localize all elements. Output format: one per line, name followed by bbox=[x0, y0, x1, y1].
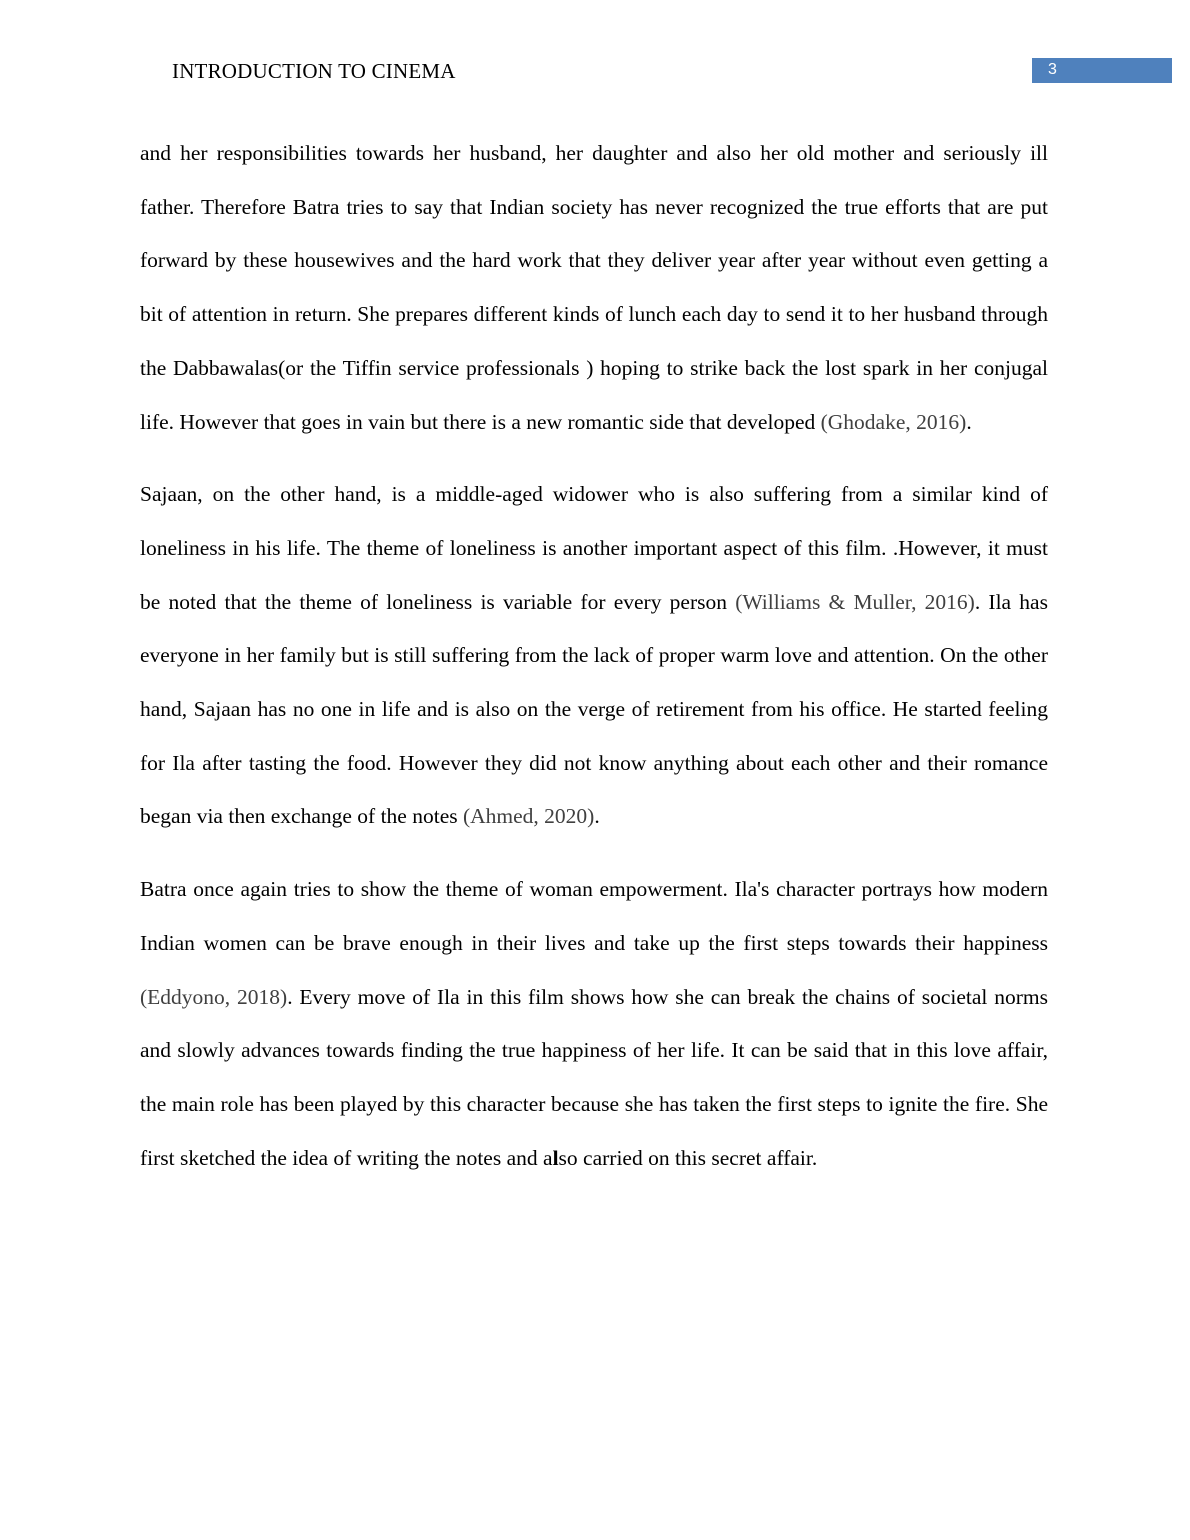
paragraph-1 bbox=[140, 127, 1048, 449]
citation: (Eddyono, 2018) bbox=[140, 984, 288, 1009]
bold-letter: l bbox=[552, 1145, 559, 1170]
paragraph-text: and her responsibilities towards her husband, her daughter and also her old mother and seriously ill father. Therefore Batra tries to say that Indian society has never recognized the true efforts that are put forward by these housewives and the hard work that they deliver year after year without even getting a bit of attention in return. She prepares different kinds of lunch each day to send it to her husband through the Dabbawalas(or the Tiffin service professionals ) hoping to strike back the lost spark in her conjugal life. However that goes in vain but there is a new romantic side that developed bbox=[140, 141, 1048, 434]
running-header-title: INTRODUCTION TO CINEMA bbox=[172, 59, 456, 83]
paragraph-2 bbox=[140, 468, 1048, 844]
document-body bbox=[140, 127, 1048, 1204]
paragraph-punctuation: . bbox=[966, 409, 972, 434]
citation: (Williams & Muller, 2016) bbox=[735, 589, 975, 614]
paragraph-text: so carried on this secret affair. bbox=[558, 1145, 818, 1170]
paragraph-text: . Ila has everyone in her family but is still suffering from the lack of proper warm love and attention. On the other hand, Sajaan has no one in life and is also on the verge of retirement from his office. He started feeling for Ila after tasting the food. However they did not know anything about each other and their romance began via then exchange of the notes bbox=[140, 589, 1048, 829]
paragraph-punctuation: . bbox=[594, 804, 600, 829]
page-number-badge bbox=[1032, 58, 1172, 83]
citation: (Ahmed, 2020) bbox=[462, 804, 595, 829]
paragraph-text: Batra once again tries to show the theme of woman empowerment. Ila's character portrays how modern Indian women can be brave enough in their lives and take up the first steps towards their happiness bbox=[140, 877, 1048, 955]
page-number: 3 bbox=[1048, 61, 1057, 78]
paragraph-text: . Every move of Ila in this film shows how she can break the chains of societal norms and slowly advances towards finding the true happiness of her life. It can be said that in this love affair, the main role has been played by this character because she has taken the first steps to ignite the fire. She first sketched the idea of writing the notes and a bbox=[140, 984, 1048, 1170]
citation: (Ghodake, 2016) bbox=[820, 409, 967, 434]
paragraph-text: Sajaan, on the other hand, is a middle-aged widower who is also suffering from a similar kind of loneliness in his life. The theme of loneliness is another important aspect of this film. .However, it must be noted that the theme of loneliness is variable for every person bbox=[140, 482, 1048, 614]
paragraph-3 bbox=[140, 863, 1048, 1185]
